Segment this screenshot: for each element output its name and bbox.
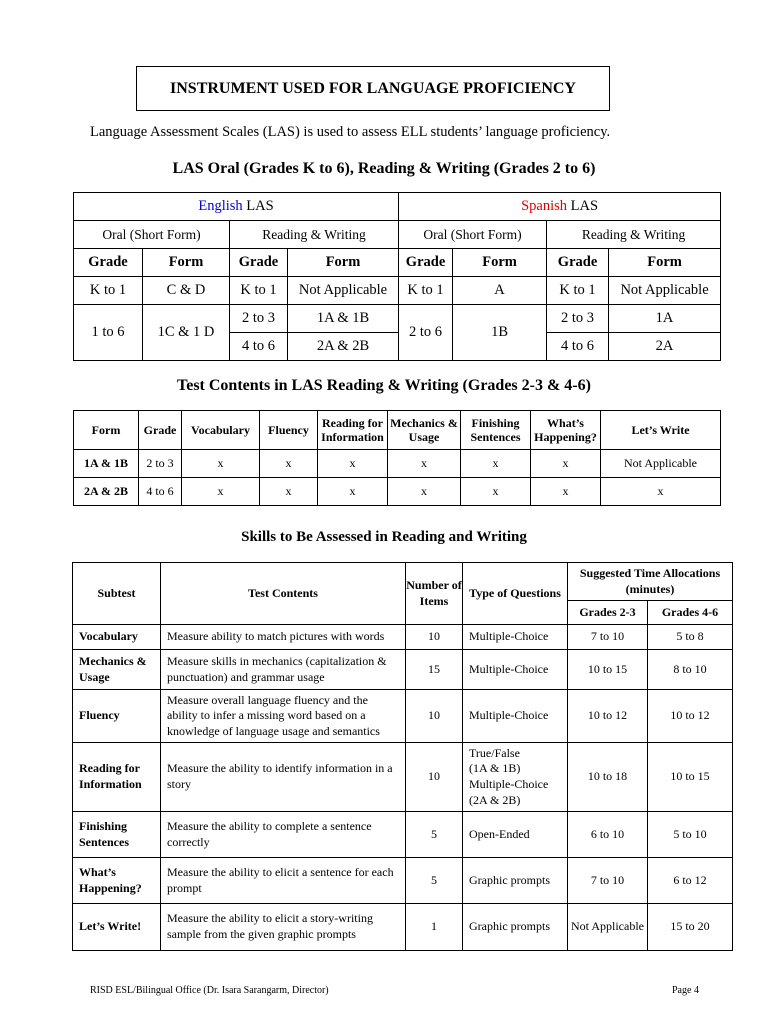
table-cell: K to 1 bbox=[230, 277, 288, 305]
column-header: Fluency bbox=[260, 411, 318, 450]
form-header: Form bbox=[288, 249, 399, 277]
table-row bbox=[73, 690, 733, 743]
table-cell: K to 1 bbox=[399, 277, 453, 305]
las-language-row bbox=[74, 193, 721, 221]
column-header: Grade bbox=[139, 411, 182, 450]
table-cell: 4 to 6 bbox=[547, 333, 609, 361]
english-label: English bbox=[198, 198, 243, 214]
items-cell: 15 bbox=[406, 650, 463, 690]
grades-2-3-cell: 10 to 18 bbox=[568, 743, 648, 812]
type-line: (1A & 1B) bbox=[469, 761, 521, 776]
test-contents-header: Test Contents bbox=[161, 563, 406, 625]
table-cell: x bbox=[531, 478, 601, 506]
test-contents-cell: Measure the ability to complete a sentence correctly bbox=[161, 812, 406, 858]
table-row bbox=[73, 858, 733, 904]
grades-4-6-header: Grades 4-6 bbox=[648, 601, 733, 625]
grades-4-6-cell: 8 to 10 bbox=[648, 650, 733, 690]
table-cell: 4 to 6 bbox=[139, 478, 182, 506]
grades-2-3-cell: 6 to 10 bbox=[568, 812, 648, 858]
skills-table bbox=[72, 562, 733, 951]
table-row bbox=[73, 650, 733, 690]
type-of-questions-header: Type of Questions bbox=[463, 563, 568, 625]
document-title: INSTRUMENT USED FOR LANGUAGE PROFICIENCY bbox=[136, 66, 610, 111]
items-cell: 1 bbox=[406, 904, 463, 951]
table-row bbox=[74, 450, 721, 478]
skills-header-row bbox=[73, 563, 733, 601]
table-cell: 1C & 1 D bbox=[143, 305, 230, 361]
test-contents-cell: Measure the ability to elicit a story-writing sample from the given graphic prompts bbox=[161, 904, 406, 951]
subtest-name: Let’s Write! bbox=[73, 904, 161, 951]
table-cell: x bbox=[318, 478, 388, 506]
subtest-name: Fluency bbox=[73, 690, 161, 743]
heading-test-contents: Test Contents in LAS Reading & Writing (Grades 2-3 & 4-6) bbox=[177, 377, 591, 394]
las-label: LAS bbox=[246, 198, 274, 214]
grades-2-3-cell: 7 to 10 bbox=[568, 858, 648, 904]
spanish-las-header bbox=[399, 193, 721, 221]
items-cell: 5 bbox=[406, 812, 463, 858]
las-label: LAS bbox=[570, 198, 599, 214]
table-row bbox=[74, 478, 721, 506]
subtest-name: Finishing Sentences bbox=[73, 812, 161, 858]
subtest-name: Vocabulary bbox=[73, 625, 161, 650]
table-cell: 2A & 2B bbox=[74, 478, 139, 506]
table-cell: 2 to 3 bbox=[139, 450, 182, 478]
table-cell: 2A & 2B bbox=[288, 333, 399, 361]
column-header: Form bbox=[74, 411, 139, 450]
table-cell: x bbox=[318, 450, 388, 478]
grade-header: Grade bbox=[74, 249, 143, 277]
type-cell bbox=[463, 743, 568, 812]
grades-2-3-cell: 7 to 10 bbox=[568, 625, 648, 650]
table-cell: x bbox=[182, 450, 260, 478]
column-header: Let’s Write bbox=[601, 411, 721, 450]
type-cell: Multiple-Choice bbox=[463, 690, 568, 743]
type-line: Multiple-Choice bbox=[469, 777, 549, 791]
column-header: Mechanics & Usage bbox=[388, 411, 461, 450]
form-header: Form bbox=[609, 249, 721, 277]
table-cell: x bbox=[531, 450, 601, 478]
table-cell: x bbox=[260, 478, 318, 506]
table-cell: 2 to 3 bbox=[547, 305, 609, 333]
table-cell: 4 to 6 bbox=[230, 333, 288, 361]
grades-4-6-cell: 5 to 8 bbox=[648, 625, 733, 650]
table-cell: x bbox=[260, 450, 318, 478]
table-row bbox=[74, 305, 721, 333]
spanish-label: Spanish bbox=[521, 198, 567, 214]
table-cell: 2A bbox=[609, 333, 721, 361]
contents-header-row bbox=[74, 411, 721, 450]
grades-2-3-cell: Not Applicable bbox=[568, 904, 648, 951]
grades-4-6-cell: 5 to 10 bbox=[648, 812, 733, 858]
table-cell: 1A & 1B bbox=[288, 305, 399, 333]
grades-2-3-header: Grades 2-3 bbox=[568, 601, 648, 625]
column-header: Reading for Information bbox=[318, 411, 388, 450]
type-line: True/False bbox=[469, 745, 520, 760]
table-row bbox=[73, 743, 733, 812]
grades-4-6-cell: 10 to 12 bbox=[648, 690, 733, 743]
grade-header: Grade bbox=[230, 249, 288, 277]
table-row bbox=[73, 904, 733, 951]
heading-skills: Skills to Be Assessed in Reading and Writing bbox=[241, 529, 527, 545]
items-cell: 10 bbox=[406, 690, 463, 743]
column-header: Vocabulary bbox=[182, 411, 260, 450]
test-contents-cell: Measure the ability to elicit a sentence for each prompt bbox=[161, 858, 406, 904]
items-cell: 5 bbox=[406, 858, 463, 904]
form-header: Form bbox=[453, 249, 547, 277]
table-cell: 1 to 6 bbox=[74, 305, 143, 361]
oral-short-form-header: Oral (Short Form) bbox=[399, 221, 547, 249]
table-row bbox=[73, 812, 733, 858]
table-cell: 1B bbox=[453, 305, 547, 361]
subtest-name: Reading for Information bbox=[73, 743, 161, 812]
number-of-items-header: Number of Items bbox=[406, 563, 463, 625]
type-cell: Graphic prompts bbox=[463, 858, 568, 904]
table-cell: K to 1 bbox=[74, 277, 143, 305]
table-cell: K to 1 bbox=[547, 277, 609, 305]
english-las-header bbox=[74, 193, 399, 221]
las-table bbox=[73, 192, 721, 361]
table-cell: x bbox=[461, 450, 531, 478]
table-cell: x bbox=[388, 478, 461, 506]
table-cell: Not Applicable bbox=[601, 450, 721, 478]
subtest-name: What’s Happening? bbox=[73, 858, 161, 904]
items-cell: 10 bbox=[406, 743, 463, 812]
table-cell: A bbox=[453, 277, 547, 305]
table-cell: x bbox=[461, 478, 531, 506]
grade-header: Grade bbox=[399, 249, 453, 277]
type-cell: Multiple-Choice bbox=[463, 650, 568, 690]
grades-4-6-cell: 6 to 12 bbox=[648, 858, 733, 904]
las-subheader-row bbox=[74, 221, 721, 249]
test-contents-table bbox=[73, 410, 721, 506]
test-contents-cell: Measure the ability to identify information in a story bbox=[161, 743, 406, 812]
form-header: Form bbox=[143, 249, 230, 277]
grades-4-6-cell: 10 to 15 bbox=[648, 743, 733, 812]
table-cell: Not Applicable bbox=[609, 277, 721, 305]
table-cell: 1A bbox=[609, 305, 721, 333]
type-cell: Multiple-Choice bbox=[463, 625, 568, 650]
type-cell: Graphic prompts bbox=[463, 904, 568, 951]
las-column-header-row bbox=[74, 249, 721, 277]
table-cell: C & D bbox=[143, 277, 230, 305]
table-cell: Not Applicable bbox=[288, 277, 399, 305]
table-cell: x bbox=[182, 478, 260, 506]
table-row bbox=[73, 625, 733, 650]
subtest-name: Mechanics & Usage bbox=[73, 650, 161, 690]
heading-las-oral: LAS Oral (Grades K to 6), Reading & Writing (Grades 2 to 6) bbox=[172, 160, 596, 177]
grade-header: Grade bbox=[547, 249, 609, 277]
table-cell: 1A & 1B bbox=[74, 450, 139, 478]
table-cell: x bbox=[601, 478, 721, 506]
test-contents-cell: Measure skills in mechanics (capitalization & punctuation) and grammar usage bbox=[161, 650, 406, 690]
grades-2-3-cell: 10 to 12 bbox=[568, 690, 648, 743]
test-contents-cell: Measure ability to match pictures with words bbox=[161, 625, 406, 650]
table-cell: 2 to 6 bbox=[399, 305, 453, 361]
table-row bbox=[74, 277, 721, 305]
grades-2-3-cell: 10 to 15 bbox=[568, 650, 648, 690]
type-line: (2A & 2B) bbox=[469, 792, 521, 807]
footer-page-number: Page 4 bbox=[672, 985, 699, 996]
table-cell: 2 to 3 bbox=[230, 305, 288, 333]
column-header: Finishing Sentences bbox=[461, 411, 531, 450]
footer-office: RISD ESL/Bilingual Office (Dr. Isara Sarangarm, Director) bbox=[90, 985, 329, 996]
column-header: What’s Happening? bbox=[531, 411, 601, 450]
intro-text: Language Assessment Scales (LAS) is used to assess ELL students’ language proficiency. bbox=[90, 124, 611, 140]
oral-short-form-header: Oral (Short Form) bbox=[74, 221, 230, 249]
subtest-header: Subtest bbox=[73, 563, 161, 625]
reading-writing-header: Reading & Writing bbox=[547, 221, 721, 249]
grades-4-6-cell: 15 to 20 bbox=[648, 904, 733, 951]
table-cell: x bbox=[388, 450, 461, 478]
time-allocations-header: Suggested Time Allocations (minutes) bbox=[568, 563, 733, 601]
reading-writing-header: Reading & Writing bbox=[230, 221, 399, 249]
type-cell: Open-Ended bbox=[463, 812, 568, 858]
test-contents-cell: Measure overall language fluency and the ability to infer a missing word based on a knowledge of language usage and semantics bbox=[161, 690, 406, 743]
items-cell: 10 bbox=[406, 625, 463, 650]
